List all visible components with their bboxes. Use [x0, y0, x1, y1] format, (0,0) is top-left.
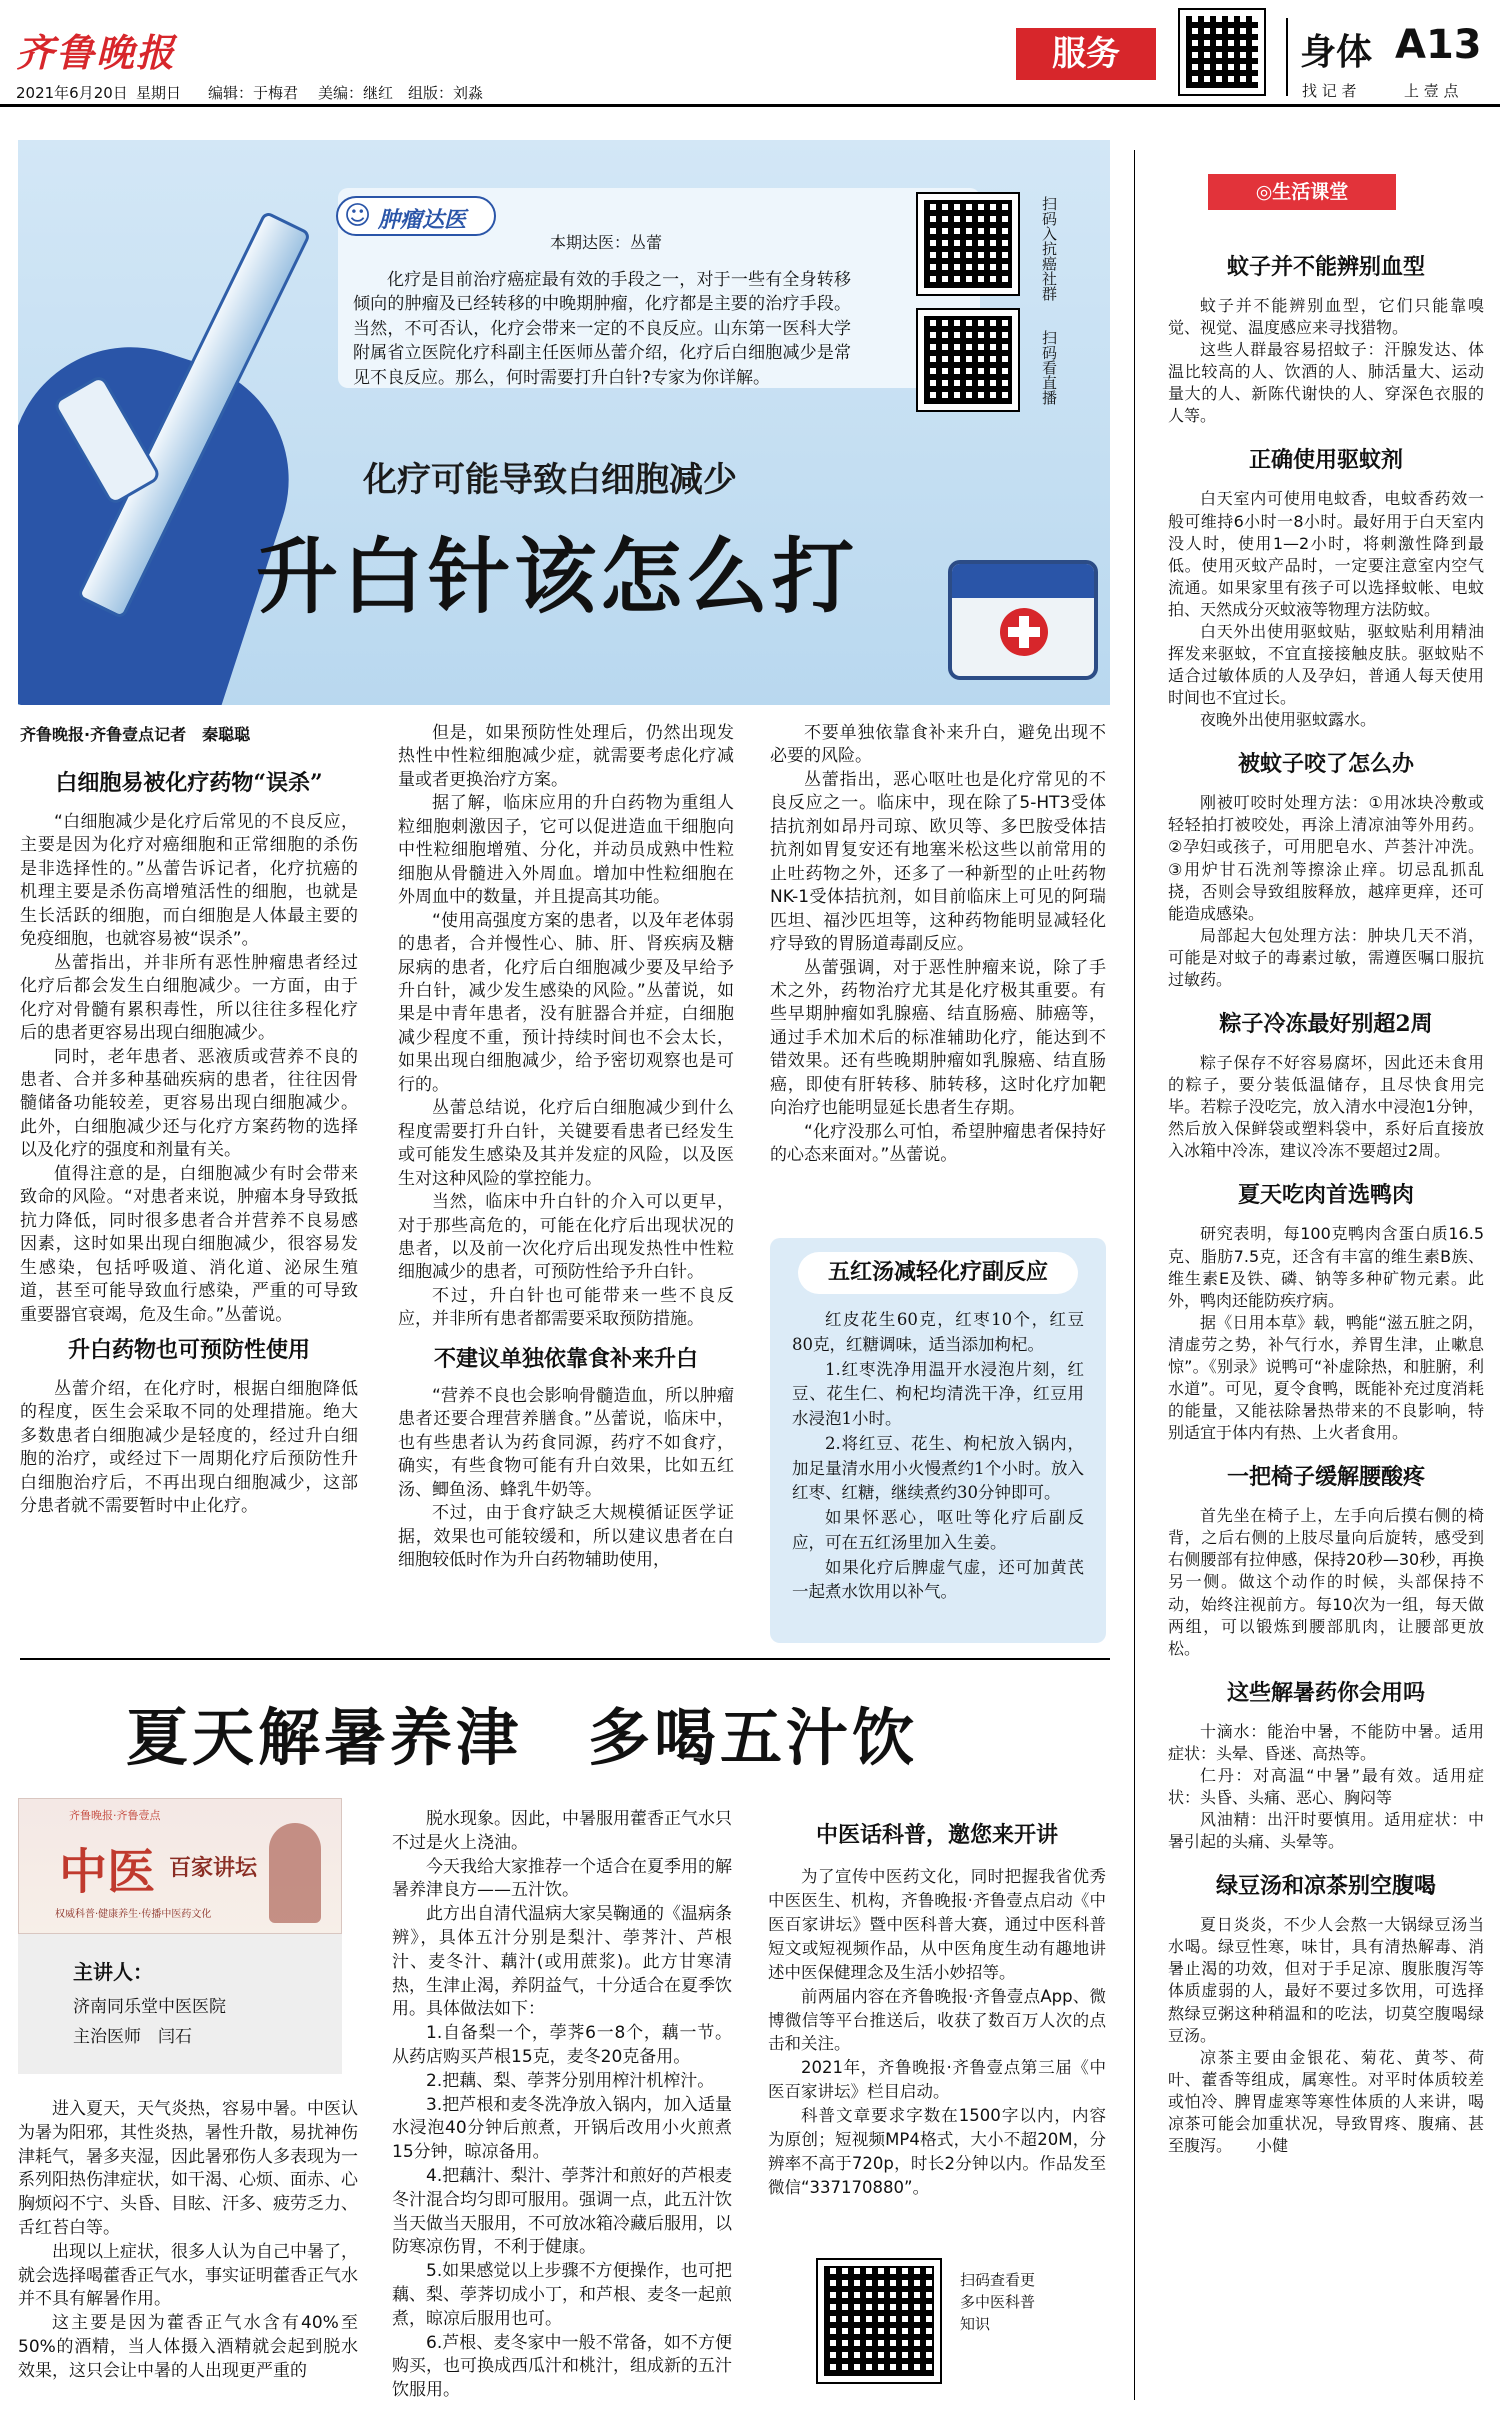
recipe-paragraph: 如果化疗后脾虚气虚，还可加黄芪一起煮水饮用以补气。: [792, 1557, 1084, 1602]
paragraph: 丛蕾强调，对于恶性肿瘤来说，除了手术之外，药物治疗尤其是化疗极其重要。有些早期肿瘤如乳腺癌、结直肠癌、肺癌等，通过手术加术后的标准辅助化疗，能达到不错效果。还有些晚期肿瘤如乳腺癌、结直肠癌，即使有肝转移、肺转移，这时化疗加靶向治疗也能明显延长患者生存期。: [770, 957, 1106, 1119]
sidebar-tag: [1208, 174, 1396, 210]
recipe-paragraph: 2.将红豆、花生、枸杞放入锅内，加足量清水用小火慢煮约1个小时。放入红枣、红糖，继续煮约30分钟即可。: [792, 1433, 1084, 1503]
article2-column-3: [768, 1818, 1106, 2200]
article1-column-3: [770, 722, 1106, 1168]
subheading: 粽子冷冻最好别超2周: [1219, 1011, 1433, 1038]
paragraph: 不过，升白针也可能带来一些不良反应，并非所有患者都需要采取预防措施。: [398, 1285, 734, 1330]
section-divider: [20, 1658, 1110, 1660]
paragraph: 5.如果感觉以上步骤不方便操作，也可把藕、梨、荸荠切成小丁，和芦根、麦冬一起煎煮，晾凉后服用也可。: [392, 2261, 732, 2329]
art-editor-credit: 美编：继红: [318, 84, 394, 102]
lecture-logo-main: 中医: [59, 1844, 156, 1900]
paragraph: 首先坐在椅子上，左手向后摸右侧的椅背，之后右侧的上肢尽量向后旋转，感受到右侧腰部有拉伸感，保持20秒—30秒，再换另一侧。做这个动作的时候，头部保持不动，始终注视前方。每10次为一组，每天做两组，可以锻炼到腰部肌肉，让腰部更放松。: [1168, 1506, 1484, 1658]
paragraph: 研究表明，每100克鸭肉含蛋白质16.5克、脂肪7.5克，还含有丰富的维生素B族、维生素E及铁、磷、钠等多种矿物元素。此外，鸭肉还能防疾疗病。: [1168, 1224, 1484, 1310]
subheading: 蚊子并不能辨别血型: [1226, 254, 1425, 280]
paragraph: 据了解，临床应用的升白药物为重组人粒细胞刺激因子，它可以促进造血干细胞向中性粒细胞增殖、分化，并动员成熟中性粒细胞从骨髓进入外周血。增加中性粒细胞在外周血中的数量，并且提高其功能。: [398, 793, 734, 908]
expert-name: 本期达医：丛蕾: [550, 233, 663, 252]
paragraph: “使用高强度方案的患者，以及年老体弱的患者，合并慢性心、肺、肝、肾疾病及糖尿病的患者，化疗后白细胞减少要及早给予升白针，减少发生感染的风险。”丛蕾说，如果是中青年患者，没有脏器合并症，白细胞减少程度不重，预计持续时间也不会太长，如果出现白细胞减少，给予密切观察也是可行的。: [398, 910, 734, 1095]
recipe-paragraph: 如果怀恶心，呕吐等化疗后副反应，可在五红汤里加入生姜。: [792, 1508, 1084, 1552]
section-tag-label: 服务: [1052, 34, 1120, 74]
paragraph: 粽子保存不好容易腐坏，因此还未食用的粽子，要分装低温储存，且尽快食用完毕。若粽子没吃完，放入清水中浸泡1分钟，然后放入保鲜袋或塑料袋中，系好后直接放入冰箱中冷冻，建议冷冻不要超过2周。: [1168, 1053, 1484, 1161]
paragraph: 但是，如果预防性处理后，仍然出现发热性中性粒细胞减少症，就需要考虑化疗减量或者更换治疗方案。: [398, 723, 734, 790]
subheading: 一把椅子缓解腰酸疼: [1226, 1464, 1425, 1491]
article2-column-1: [18, 2098, 358, 2384]
speaker-org: 济南同乐堂中医医院: [73, 1997, 226, 2017]
article2-headline: 夏天解暑养津 多喝五汁饮: [126, 1701, 919, 1774]
masthead-rule: [0, 104, 1500, 107]
paragraph: 风油精：出汗时要慎用。适用症状：中暑引起的头痛、头晕等。: [1168, 1810, 1484, 1852]
recipe-box-title: [798, 1252, 1078, 1294]
masthead-qr-code: [1180, 10, 1264, 94]
subheading: 不建议单独依靠食补来升白: [433, 1345, 698, 1372]
sidebar-divider: [1134, 150, 1135, 2400]
paragraph: 当然，临床中升白针的介入可以更早，对于那些高危的，可能在化疗后出现状况的患者，以及前一次化疗后出现发热性中性粒细胞减少的患者，可预防性给予升白针。: [398, 1192, 734, 1283]
paragraph: 同时，老年患者、恶液质或营养不良的患者、合并多种基础疾病的患者，往往因骨髓储备功能较差，更容易出现白细胞减少。此外，白细胞减少还与化疗方案药物的选择以及化疗的强度和剂量有关。: [20, 1046, 358, 1161]
article1-column-1: [20, 760, 358, 1519]
paragraph: 科普文章要求字数在1500字以内，内容为原创；短视频MP4格式，大小不超20M，分辨率不高于720p，时长2分钟以内。作品发至微信“337170880”。: [768, 2106, 1106, 2197]
editor-credit: 编辑：于梅君: [208, 84, 299, 102]
paragraph: 为了宣传中医药文化，同时把握我省优秀中医医生、机构，齐鲁晚报·齐鲁壹点启动《中医百家讲坛》暨中医科普大赛，通过中医科普短文或短视频作品，从中医角度生动有趣地讲述中医保健理念及生活小妙招等。: [768, 1867, 1106, 1982]
paragraph: 仁丹：对高温“中暑”最有效。适用症状：头昏、头痛、恶心、胸闷等: [1168, 1765, 1484, 1807]
recipe-paragraph: 1.红枣洗净用温开水浸泡片刻，红豆、花生仁、枸杞均清洗干净，红豆用水浸泡1小时。: [792, 1359, 1084, 1428]
qr-caption-live: 扫码看直播: [1040, 330, 1058, 405]
lecture-portrait: [269, 1823, 321, 1923]
subheading: 白细胞易被化疗药物“误杀”: [55, 770, 323, 796]
lecture-logo-card: [18, 1798, 342, 1934]
lecture-logo-sub: 百家讲坛: [169, 1856, 258, 1881]
subheading: 夏天吃肉首选鸭肉: [1237, 1182, 1414, 1209]
column-logo-text: 肿瘤达医: [378, 207, 467, 233]
paragraph: 丛蕾指出，并非所有恶性肿瘤患者经过化疗后都会发生白细胞减少。一方面，由于化疗对骨髓有累积毒性，所以往往多程化疗后的患者更容易出现白细胞减少。: [20, 952, 358, 1044]
feature-banner: [18, 140, 1110, 705]
banner-subtitle: 化疗可能导致白细胞减少: [363, 460, 737, 500]
recipe-paragraph: 红皮花生60克，红枣10个，红豆80克，红糖调味，适当添加枸杞。: [792, 1310, 1084, 1354]
paragraph: 脱水现象。因此，中暑服用藿香正气水只不过是火上浇油。: [392, 1809, 732, 1853]
slogan-left: 找 记 者: [1302, 82, 1357, 100]
paragraph: 1.自备梨一个，荸荠6一8个，藕一节。从药店购买芦根15克，麦冬20克备用。: [392, 2023, 732, 2067]
paragraph: 此方出自清代温病大家吴鞠通的《温病条辨》，具体五汁分别是梨汁、荸荠汁、芦根汁、麦冬汁、藕汁(或用蔗浆)。此方甘寒清热，生津止渴，养阴益气，十分适合在夏季饮用。具体做法如下：: [392, 1904, 732, 2020]
paragraph: 夏日炎炎，不少人会熬一大锅绿豆汤当水喝。绿豆性寒，味甘，具有清热解毒、消暑止渴的功效，但对于手足凉、腹胀腹泻等体质虚弱的人，最好不要过多饮用，可选择熬绿豆粥这种稍温和的吃法，切莫空腹喝绿豆汤。: [1168, 1915, 1484, 2045]
paragraph: “营养不良也会影响骨髓造血，所以肿瘤患者还要合理营养膳食。”丛蕾说，临床中，也有些患者认为药食同源，药疗不如食疗，确实，有些食物可能有升白效果，比如五红汤、鲫鱼汤、蜂乳牛奶等。: [398, 1385, 734, 1500]
recipe-box: [770, 1238, 1106, 1643]
speaker-label: 主讲人：: [73, 1960, 153, 1984]
paragraph: 局部起大包处理方法：肿块几天不消，可能是对蚊子的毒素过敏，需遵医嘱口服抗过敏药。: [1168, 925, 1484, 989]
live-qr-code: [918, 310, 1018, 410]
paragraph: 6.芦根、麦冬家中一般不常备，如不方便购买，也可换成西瓜汁和桃汁，组成新的五汁饮服用。: [392, 2332, 732, 2401]
speaker-box: [18, 1934, 342, 2074]
paragraph: 白天外出使用驱蚊贴，驱蚊贴利用精油挥发来驱蚊，不宜直接接触皮肤。驱蚊贴不适合过敏体质的人及孕妇，普通人每天使用时间也不宜过长。: [1168, 621, 1484, 708]
sidebar-column: [1168, 234, 1484, 2157]
paragraph: 白天室内可使用电蚊香，电蚊香药效一般可维持6小时一8小时。最好用于白天室内没人时，使用1—2小时，将刺激性降到最低。使用灭蚊产品时，一定要注意室内空气流通。如果家里有孩子可以选择蚊帐、电蚊拍、天然成分灭蚊液等物理方法防蚊。: [1168, 489, 1484, 619]
layout-editor-credit: 组版：刘淼: [408, 84, 484, 102]
paragraph: 2021年，齐鲁晚报·齐鲁壹点第三届《中医百家讲坛》栏目启动。: [768, 2058, 1106, 2102]
lecture-logo-line: 权威科普·健康养生·传播中医药文化: [55, 1909, 212, 1920]
article1-column-2: [398, 722, 734, 1572]
qr-caption-community: 扫码入抗癌社群: [1040, 196, 1058, 301]
paragraph: “化疗没那么可怕，希望肿瘤患者保持好的心态来面对。”丛蕾说。: [770, 1121, 1106, 1166]
paragraph: 据《日用本草》载，鸭能“滋五脏之阴，清虚劳之势，补气行水，养胃生津，止嗽息惊”。《别录》说鸭可“补虚除热，和脏腑，利水道”。可见，夏令食鸭，既能补充过度消耗的能量，又能祛除暑热带来的不良影响，特别适宜于体内有热、上火者食用。: [1168, 1312, 1484, 1443]
intro-text: 化疗是目前治疗癌症最有效的手段之一，对于一些有全身转移倾向的肿瘤及已经转移的中晚期肿瘤，化疗都是主要的治疗手段。当然，不可否认，化疗会带来一定的不良反应。山东第一医科大学附属省立医院化疗科副主任医师丛蕾介绍，化疗后白细胞减少是常见不良反应。那么，何时需要打升白针?专家为你详解。: [353, 270, 851, 388]
tcm-qr-caption: 扫码查看更多中医科普知识: [960, 2271, 1036, 2333]
banner-headline: 升白针该怎么打: [256, 529, 859, 625]
subheading: 中医话科普，邀您来开讲: [815, 1822, 1058, 1848]
recipe-box-body: [792, 1308, 1084, 1605]
subheading: 升白药物也可预防性使用: [67, 1336, 310, 1363]
paragraph: 丛蕾总结说，化疗后白细胞减少到什么程度需要打升白针，关键要看患者已经发生或可能发生感染及其并发症的风险，以及医生对这种风险的掌控能力。: [398, 1098, 734, 1189]
issue-weekday: 星期日: [136, 84, 182, 102]
speaker-title: 主治医师 闫石: [73, 2027, 192, 2047]
section-tag: [1016, 28, 1156, 80]
masthead: [0, 0, 1500, 108]
paragraph: 不过，由于食疗缺乏大规模循证医学证据，效果也可能较缓和，所以建议患者在白细胞较低时作为升白药物辅助使用，: [398, 1503, 734, 1570]
paragraph: 蚊子并不能辨别血型，它们只能靠嗅觉、视觉、温度感应来寻找猎物。: [1168, 296, 1484, 338]
subheading: 正确使用驱蚊剂: [1248, 447, 1403, 474]
page-number: A13: [1395, 22, 1482, 68]
section-name: 身体: [1300, 32, 1373, 73]
tcm-qr-code: [818, 2260, 940, 2382]
newspaper-logo: 齐鲁晚报: [16, 30, 177, 75]
paragraph: 不要单独依靠食补来升白，避免出现不必要的风险。: [770, 723, 1106, 767]
paragraph: 今天我给大家推荐一个适合在夏季用的解暑养津良方——五汁饮。: [392, 1856, 732, 1901]
masthead-divider: [1286, 18, 1288, 96]
paragraph: 十滴水：能治中暑，不能防中暑。适用症状：头晕、昏迷、高热等。: [1168, 1721, 1484, 1763]
paragraph: 这些人群最容易招蚊子：汗腺发达、体温比较高的人、饮酒的人、肺活量大、运动量大的人、新陈代谢快的人、穿深色衣服的人等。: [1168, 340, 1484, 426]
medical-kit-icon: [948, 560, 1098, 680]
lecture-logo-top: 齐鲁晚报·齐鲁壹点: [69, 1809, 161, 1822]
community-qr-code: [918, 194, 1018, 294]
subheading: 绿豆汤和凉茶别空腹喝: [1215, 1873, 1436, 1900]
article2-column-2: [392, 1808, 732, 2403]
paragraph: 出现以上症状，很多人认为自己中暑了，就会选择喝藿香正气水，事实证明藿香正气水并不具有解暑作用。: [18, 2241, 358, 2310]
paragraph: 丛蕾指出，恶心呕吐也是化疗常见的不良反应之一。临床中，现在除了5-HT3受体拮抗剂如昂丹司琼、欧贝等、多巴胺受体拮抗剂如胃复安还有地塞米松这些以前常用的止吐药物之外，还多了一种新型的止吐药物NK-1受体拮抗剂，如目前临床上可见的阿瑞匹坦、福沙匹坦等，这种药物能明显减轻化疗导致的胃肠道毒副反应。: [770, 769, 1106, 955]
paragraph: 进入夏天，天气炎热，容易中暑。中医认为暑为阳邪，其性炎热，暑性升散，易扰神伤津耗气，暑多夹湿，因此暑邪伤人多表现为一系列阳热伤津症状，如干渴、心烦、面赤、心胸烦闷不宁、头昏、目眩、汗多、疲劳乏力、舌红苔白等。: [18, 2099, 358, 2238]
subheading: 被蚊子咬了怎么办: [1237, 751, 1414, 778]
paragraph: 凉茶主要由金银花、菊花、黄芩、荷叶、藿香等组成，属寒性。对平时体质较差或怕冷、脾胃虚寒等寒性体质的人来讲，喝凉茶可能会加重状况，导致胃疼、腹痛、甚至腹泻。 小健: [1168, 2047, 1484, 2155]
sidebar-tag-label: ◎生活课堂: [1255, 181, 1349, 203]
paragraph: 3.把芦根和麦冬洗净放入锅内，加入适量水浸泡40分钟后煎煮，开锅后改用小火煎煮15分钟，晾凉备用。: [392, 2094, 732, 2163]
paragraph: 夜晚外出使用驱蚊露水。: [1200, 710, 1377, 730]
issue-date: 2021年6月20日: [16, 84, 128, 102]
paragraph: 2.把藕、梨、荸荠分别用榨汁机榨汁。: [426, 2070, 715, 2091]
paragraph: 丛蕾介绍，在化疗时，根据白细胞降低的程度，医生会采取不同的处理措施。绝大多数患者白细胞减少是轻度的，经过升白细胞的治疗，或经过下一周期化疗后预防性升白细胞治疗后，不再出现白细胞减少，这部分患者就不需要暂时中止化疗。: [20, 1378, 358, 1517]
subheading: 这些解暑药你会用吗: [1226, 1679, 1425, 1706]
paragraph: 4.把藕汁、梨汁、荸荠汁和煎好的芦根麦冬汁混合均匀即可服用。强调一点，此五汁饮当天做当天服用，不可放冰箱冷藏后服用，以防寒凉伤胃，不利于健康。: [392, 2165, 732, 2258]
doctor-icon: ☺: [344, 201, 372, 231]
paragraph: 刚被叮咬时处理方法：①用冰块冷敷或轻轻拍打被咬处，再涂上清凉油等外用药。②孕妇或孩子，可用肥皂水、芦荟汁冲洗。③用炉甘石洗剂等擦涂止痒。切忌乱抓乱挠，否则会导致组胺释放，越痒更痒，还可能造成感染。: [1168, 793, 1484, 923]
paragraph: 前两届内容在齐鲁晚报·齐鲁壹点App、微博微信等平台推送后，收获了数百万人次的点击和关注。: [768, 1986, 1106, 2054]
paragraph: 值得注意的是，白细胞减少有时会带来致命的风险。“对患者来说，肿瘤本身导致抵抗力降低，同时很多患者合并营养不良易感因素，这时如果出现白细胞减少，很容易发生感染，包括呼吸道、消化道、泌尿生殖道，甚至可能导致血行感染，严重的可导致重要器官衰竭，危及生命。”丛蕾说。: [20, 1163, 358, 1325]
paragraph: “白细胞减少是化疗后常见的不良反应，主要是因为化疗对癌细胞和正常细胞的杀伤是非选择性的。”丛蕾告诉记者，化疗抗癌的机理主要是杀伤高增殖活性的细胞，也就是生长活跃的细胞，而白细胞是人体最主要的免疫细胞，也就容易被“误杀”。: [20, 812, 358, 950]
slogan-right: 上 壹 点: [1404, 82, 1459, 100]
recipe-box-title-text: 五红汤减轻化疗副反应: [827, 1260, 1048, 1285]
paragraph: 这主要是因为藿香正气水含有40%至50%的酒精，当人体摄入酒精就会起到脱水效果，这只会让中暑的人出现更严重的: [18, 2313, 358, 2381]
column-logo: [336, 196, 496, 236]
article1-byline: 齐鲁晚报·齐鲁壹点记者 秦聪聪: [20, 725, 251, 744]
